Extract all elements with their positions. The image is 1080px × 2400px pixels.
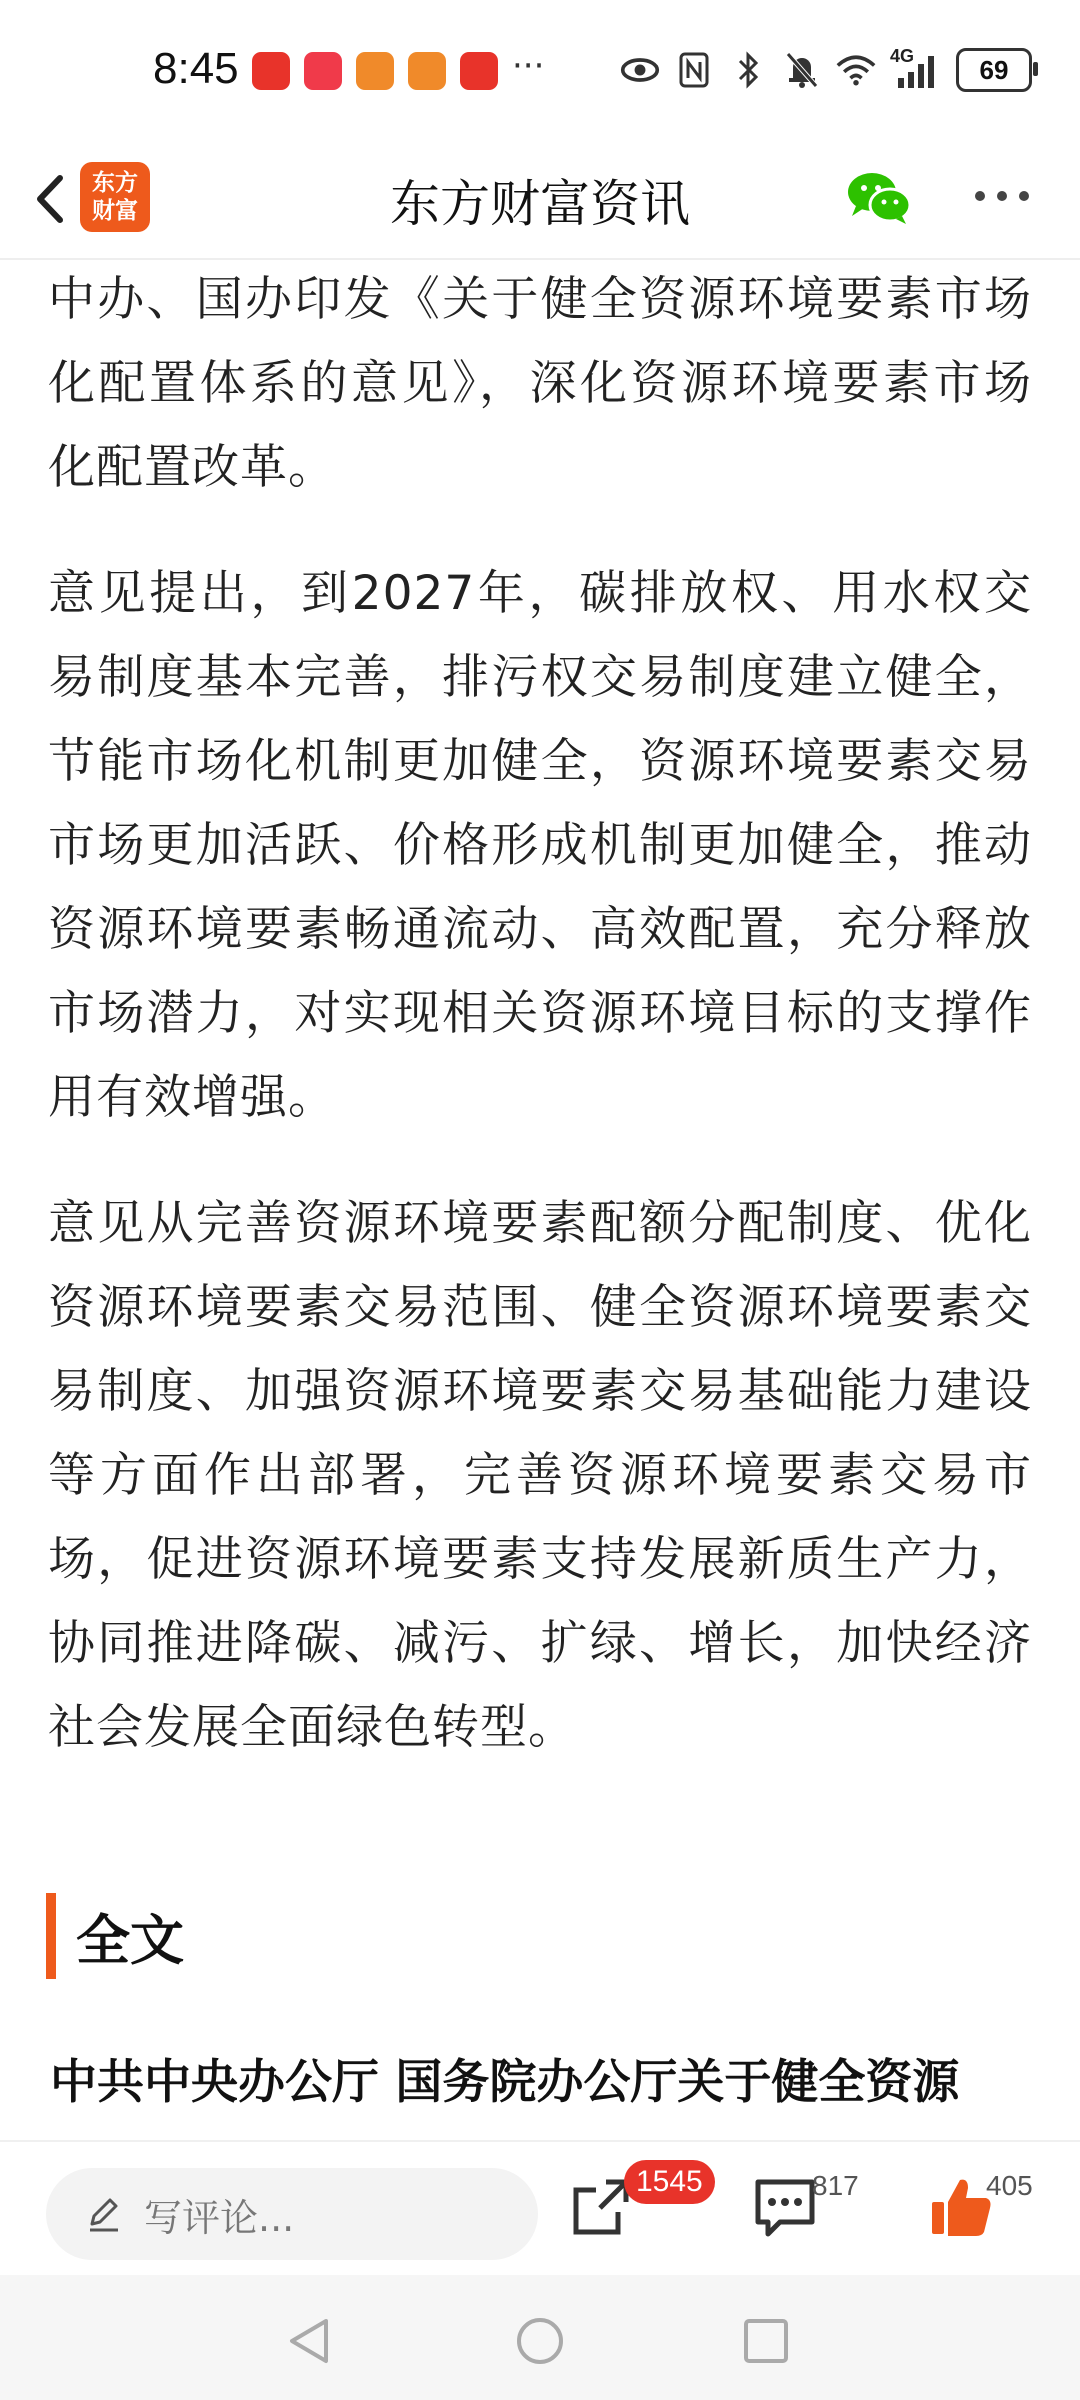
- logo-line2: 财富: [92, 198, 138, 224]
- orange-app-icon: [356, 52, 394, 90]
- wifi-icon: [836, 50, 876, 90]
- nav-recents-button[interactable]: [738, 2313, 794, 2369]
- section-title: 全文: [76, 1908, 184, 1972]
- article-body: [48, 258, 1032, 1812]
- nfc-icon: [674, 50, 714, 90]
- triangle-back-icon: [282, 2313, 338, 2369]
- status-time: 8:45: [153, 44, 239, 93]
- share-count-badge: 1545: [624, 2160, 715, 2204]
- comment-count: 817: [812, 2170, 859, 2201]
- mute-bell-icon: [782, 50, 822, 90]
- article-paragraph: 意见提出，到2027年，碳排放权、用水权交易制度基本完善，排污权交易制度建立健全，节能市场化机制更加健全，资源环境要素交易市场更加活跃、价格形成机制更加健全，推动资源环境要素畅通流动、高效配置，充分释放市场潜力，对实现相关资源环境目标的支撑作用有效增强。: [48, 566, 1032, 1125]
- wechat-icon: [846, 170, 912, 226]
- more-button[interactable]: [972, 176, 1032, 216]
- red-app-icon: [252, 52, 290, 90]
- comment-placeholder: 写评论...: [144, 2195, 295, 2240]
- document-title: 中共中央办公厅 国务院办公厅关于健全资源: [50, 2055, 960, 2110]
- section-heading: [46, 1893, 184, 1979]
- page-title: 东方财富资讯: [390, 175, 690, 233]
- comment-input[interactable]: [46, 2168, 538, 2260]
- notification-more-icon: ···: [512, 46, 545, 86]
- battery-level: 69: [979, 54, 1009, 85]
- section-accent-bar: [46, 1893, 56, 1979]
- system-navigation-bar: [0, 2275, 1080, 2400]
- bottom-action-bar: [0, 2140, 1080, 2277]
- nav-back-button[interactable]: [282, 2313, 338, 2369]
- network-type: 4G: [890, 46, 915, 66]
- status-bar: [0, 0, 1080, 140]
- bluetooth-icon: [728, 50, 768, 90]
- article-paragraph: 意见从完善资源环境要素配额分配制度、优化资源环境要素交易范围、健全资源环境要素交易制度、加强资源环境要素交易基础能力建设等方面作出部署，完善资源环境要素交易市场，促进资源环境要素支持发展新质生产力，协同推进降碳、减污、扩绿、增长，加快经济社会发展全面绿色转型。: [48, 1196, 1032, 1755]
- comments-button[interactable]: [750, 2172, 820, 2242]
- article-paragraph: 中办、国办印发《关于健全资源环境要素市场化配置体系的意见》，深化资源环境要素市场化配置改革。: [48, 272, 1032, 495]
- more-dots-icon: [972, 176, 1032, 216]
- like-count: 405: [986, 2170, 1033, 2201]
- logo-line1: 东方: [92, 170, 138, 196]
- app-header: [0, 140, 1080, 260]
- pen-icon: [84, 2194, 124, 2234]
- circle-home-icon: [512, 2313, 568, 2369]
- xiaohongshu-icon: [304, 52, 342, 90]
- nav-home-button[interactable]: [512, 2313, 568, 2369]
- comment-bubble-icon: [750, 2172, 820, 2242]
- signal-4g-icon: [890, 46, 942, 90]
- red-book-icon: [460, 52, 498, 90]
- square-recents-icon: [738, 2313, 794, 2369]
- wechat-share-button[interactable]: [846, 170, 912, 226]
- orange-app-icon-2: [408, 52, 446, 90]
- eye-icon: [620, 50, 660, 90]
- battery-indicator: [956, 48, 1032, 92]
- status-icons: [620, 48, 1032, 92]
